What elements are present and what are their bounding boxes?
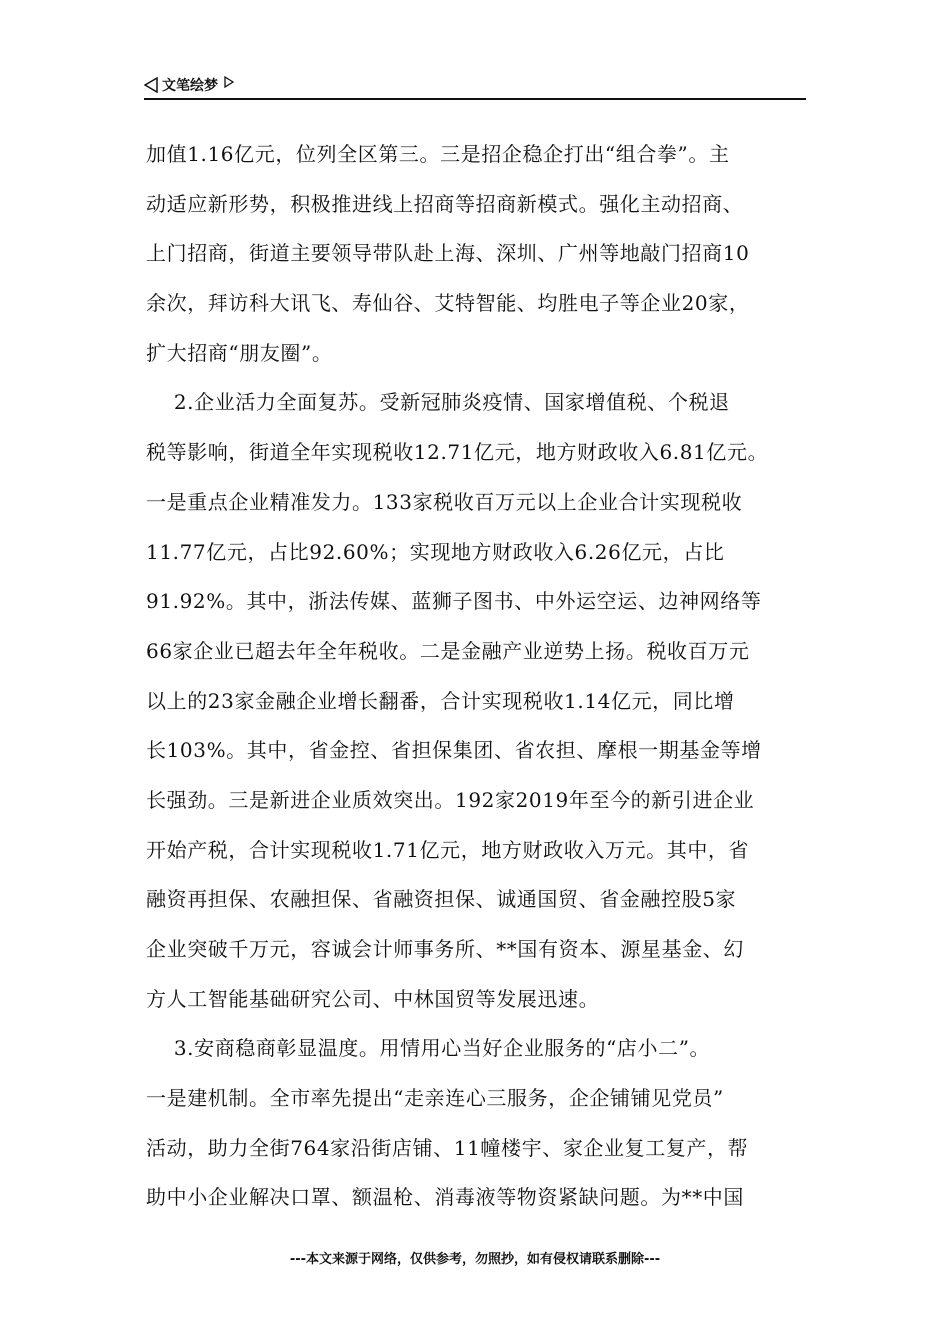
text-line: 融资再担保、农融担保、省融资担保、诚通国贸、省金融控股5家 <box>146 887 737 912</box>
footer-notice: ---本文来源于网络，仅供参考，勿照抄，如有侵权请联系删除--- <box>289 1252 661 1267</box>
text-line: 助中小企业解决口罩、额温枪、消毒液等物资紧缺问题。为**中国 <box>146 1185 744 1210</box>
text-line: 以上的23家金融企业增长翻番，合计实现税收1.14亿元，同比增 <box>146 688 735 713</box>
brand <box>144 74 234 96</box>
text-line: 66家企业已超去年全年税收。二是金融产业逆势上扬。税收百万元 <box>146 638 750 663</box>
text-line: 3.安商稳商彰显温度。用情用心当好企业服务的“店小二”。 <box>146 1036 711 1061</box>
triangle-right-icon <box>224 76 234 88</box>
text-line: 一是建机制。全市率先提出“走亲连心三服务，企企铺铺见党员” <box>146 1086 724 1111</box>
text-line: 动适应新形势，积极推进线上招商等招商新模式。强化主动招商、 <box>146 191 744 216</box>
document-body <box>146 132 810 1225</box>
text-line: 一是重点企业精准发力。133家税收百万元以上企业合计实现税收 <box>146 489 743 514</box>
text-line: 加值1.16亿元，位列全区第三。三是招企稳企打出“组合拳”。主 <box>146 142 730 166</box>
text-line: 企业突破千万元，容诚会计师事务所、**国有资本、源星基金、幻 <box>146 937 744 961</box>
text-line: 方人工智能基础研究公司、中林国贸等发展迅速。 <box>146 986 600 1011</box>
brand-name: 文笔绘梦 <box>162 78 218 94</box>
text-line: 91.92%。其中，浙法传媒、蓝狮子图书、中外运空运、边神网络等 <box>146 589 762 614</box>
text-line: 税等影响，街道全年实现税收12.71亿元，地方财政收入6.81亿元。 <box>146 440 769 465</box>
text-line: 活动，助力全街764家沿街店铺、11幢楼宇、家企业复工复产，帮 <box>146 1135 749 1160</box>
page-header <box>144 74 806 100</box>
triangle-left-icon <box>144 77 158 93</box>
text-line: 长103%。其中，省金控、省担保集团、省农担、摩根一期基金等增 <box>146 738 762 763</box>
text-line: 长强劲。三是新进企业质效突出。192家2019年至今的新引进企业 <box>146 787 755 812</box>
text-line: 余次，拜访科大讯飞、寿仙谷、艾特智能、均胜电子等企业20家， <box>146 291 750 316</box>
text-line: 上门招商，街道主要领导带队赴上海、深圳、广州等地敲门招商10 <box>146 241 750 266</box>
text-line: 2.企业活力全面复苏。受新冠肺炎疫情、国家增值税、个税退 <box>146 390 730 415</box>
text-line: 11.77亿元，占比92.60%；实现地方财政收入6.26亿元，占比 <box>146 539 725 564</box>
text-line: 开始产税，合计实现税收1.71亿元，地方财政收入万元。其中，省 <box>146 837 750 862</box>
text-line: 扩大招商“朋友圈”。 <box>146 340 333 365</box>
